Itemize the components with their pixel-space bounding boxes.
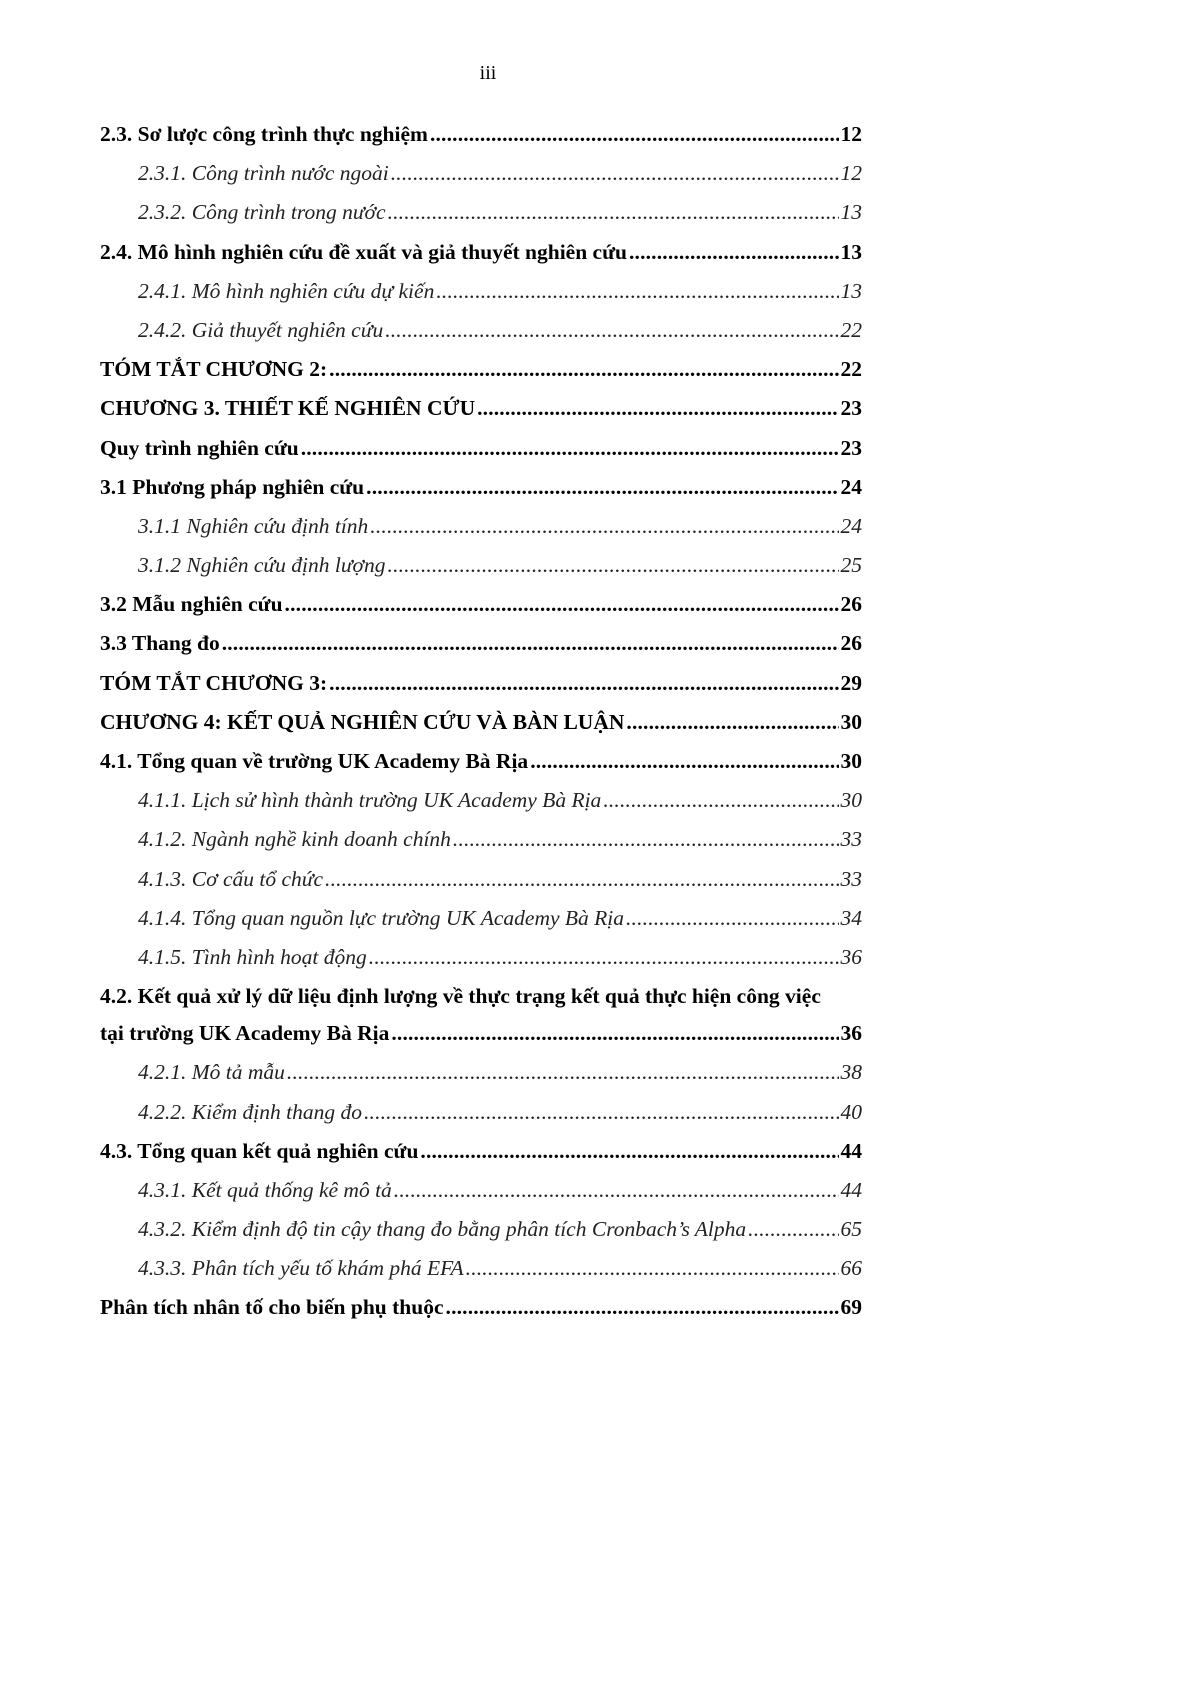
toc-entry[interactable]: [100, 279, 862, 318]
toc-entry-page: 30: [840, 709, 862, 734]
toc-entry[interactable]: [100, 1139, 862, 1178]
toc-entry-title: 3.1 Phương pháp nghiên cứu: [100, 474, 365, 499]
toc-entry[interactable]: [100, 200, 862, 239]
toc-dot-leader: [329, 671, 838, 696]
toc-dot-leader: [436, 279, 838, 304]
toc-dot-leader: [388, 200, 839, 225]
toc-entry-title: 4.1. Tổng quan về trường UK Academy Bà Rịa: [100, 749, 529, 773]
toc-dot-leader: [453, 827, 839, 852]
toc-entry[interactable]: [100, 514, 862, 553]
toc-entry-title: Quy trình nghiên cứu: [100, 435, 299, 460]
toc-entry-title: 3.2 Mẫu nghiên cứu: [100, 592, 283, 617]
toc-entry[interactable]: [100, 945, 862, 984]
toc-entry-title: 4.2.2. Kiểm định thang đo: [138, 1099, 362, 1124]
toc-dot-leader: [394, 1178, 839, 1203]
toc-dot-leader: [285, 592, 839, 617]
toc-entry-title: 4.2.1. Mô tả mẫu: [138, 1060, 285, 1085]
toc-entry-title: Phân tích nhân tố cho biến phụ thuộc: [100, 1295, 444, 1320]
toc-entry-page: 44: [840, 1177, 862, 1202]
toc-dot-leader: [477, 396, 838, 421]
toc-entry-page: 30: [840, 788, 862, 813]
toc-entry[interactable]: [100, 357, 862, 396]
toc-entry-page: 13: [840, 239, 862, 264]
toc-entry-title: 2.4.1. Mô hình nghiên cứu dự kiến: [138, 278, 435, 303]
toc-entry-title: tại trường UK Academy Bà Rịa: [100, 1021, 390, 1046]
toc-entry-page: 25: [840, 553, 862, 578]
toc-entry[interactable]: [100, 553, 862, 592]
toc-dot-leader: [329, 357, 838, 382]
toc-entry-page: 69: [840, 1295, 862, 1320]
toc-entry-page: 36: [840, 1021, 862, 1046]
toc-entry-page: 24: [840, 513, 862, 538]
toc-dot-leader: [325, 867, 838, 892]
toc-entry-page: 13: [840, 278, 862, 303]
toc-entry-title: TÓM TẮT CHƯƠNG 3:: [100, 670, 328, 695]
toc-entry[interactable]: [100, 788, 862, 827]
toc-entry-title: 4.1.5. Tình hình hoạt động: [138, 944, 367, 969]
toc-entry-title: TÓM TẮT CHƯƠNG 2:: [100, 357, 328, 382]
toc-dot-leader: [391, 161, 839, 186]
toc-entry-page: 22: [840, 357, 862, 382]
toc-entry[interactable]: [100, 592, 862, 631]
toc-entry[interactable]: [100, 475, 862, 514]
page-number: iii: [479, 62, 497, 84]
toc-entry[interactable]: [100, 436, 862, 475]
toc-entry-page: 29: [840, 670, 862, 695]
toc-entry[interactable]: [100, 1021, 862, 1060]
toc-dot-leader: [466, 1256, 839, 1281]
toc-entry-page: 12: [840, 161, 862, 186]
toc-entry-title: 4.1.2. Ngành nghề kinh doanh chính: [138, 827, 451, 852]
toc-entry-page: 65: [840, 1217, 862, 1242]
toc-entry-title: 2.4.2. Giả thuyết nghiên cứu: [138, 317, 384, 342]
toc-dot-leader: [430, 122, 839, 147]
toc-entry[interactable]: [100, 827, 862, 866]
toc-entry[interactable]: [100, 671, 862, 710]
toc-entry-page: 23: [840, 435, 862, 460]
toc-dot-leader: [388, 553, 839, 578]
toc-entry-page: 66: [840, 1256, 862, 1281]
toc-dot-leader: [748, 1217, 838, 1242]
toc-entry-page: 13: [840, 200, 862, 225]
toc-entry[interactable]: [100, 984, 862, 1021]
toc-dot-leader: [222, 631, 839, 656]
toc-entry[interactable]: [100, 240, 862, 279]
toc-entry-title: 4.3.2. Kiểm định độ tin cậy thang đo bằng phân tích Cronbach’s Alpha: [138, 1217, 747, 1242]
toc-entry-title: 3.1.2 Nghiên cứu định lượng: [138, 553, 386, 578]
toc-entry-page: 44: [840, 1138, 862, 1163]
toc-entry-title: 4.1.4. Tổng quan nguồn lực trường UK Academy Bà Rịa: [138, 905, 624, 930]
toc-entry-page: 23: [840, 396, 862, 421]
toc-entry[interactable]: [100, 710, 862, 749]
toc-entry[interactable]: [100, 1060, 862, 1099]
toc-dot-leader: [364, 1100, 839, 1125]
toc-dot-leader: [629, 240, 839, 265]
toc-dot-leader: [369, 945, 839, 970]
toc-dot-leader: [603, 788, 838, 813]
toc-entry-title: CHƯƠNG 3. THIẾT KẾ NGHIÊN CỨU: [100, 396, 476, 421]
toc-entry[interactable]: [100, 749, 862, 788]
toc-entry-title: 4.1.1. Lịch sử hình thành trường UK Academy Bà Rịa: [138, 788, 602, 813]
toc-entry-title: 2.3.1. Công trình nước ngoài: [138, 161, 389, 186]
toc-entry-title: 4.3.1. Kết quả thống kê mô tả: [138, 1177, 392, 1202]
toc-entry-title: 3.3 Thang đo: [100, 631, 220, 656]
toc-entry[interactable]: [100, 122, 862, 161]
toc-entry[interactable]: [100, 396, 862, 435]
toc-entry[interactable]: [100, 1100, 862, 1139]
toc-entry[interactable]: [100, 161, 862, 200]
toc-entry-title: 3.1.1 Nghiên cứu định tính: [138, 513, 369, 538]
toc-entry[interactable]: [100, 867, 862, 906]
toc-dot-leader: [530, 749, 838, 774]
toc-entry-title: 4.2. Kết quả xử lý dữ liệu định lượng về thực trạng kết quả thực hiện công việc: [100, 984, 821, 1009]
toc-entry-page: 33: [840, 866, 862, 891]
toc-entry-page: 40: [840, 1099, 862, 1124]
toc-entry-page: 36: [840, 944, 862, 969]
toc-entry[interactable]: [100, 1256, 862, 1295]
toc-entry[interactable]: [100, 1178, 862, 1217]
toc-dot-leader: [366, 475, 838, 500]
toc-entry-page: 24: [840, 474, 862, 499]
toc-dot-leader: [626, 710, 838, 735]
toc-dot-leader: [385, 318, 838, 343]
toc-entry[interactable]: [100, 906, 862, 945]
toc-entry[interactable]: [100, 1217, 862, 1256]
toc-entry[interactable]: [100, 1295, 862, 1334]
toc-entry-title: 2.3.2. Công trình trong nước: [138, 200, 386, 225]
toc-entry-title: CHƯƠNG 4: KẾT QUẢ NGHIÊN CỨU VÀ BÀN LUẬN: [100, 709, 625, 734]
toc-entry-title: 2.4. Mô hình nghiên cứu đề xuất và giả thuyết nghiên cứu: [100, 239, 627, 264]
toc-entry-page: 12: [840, 122, 862, 146]
toc-dot-leader: [420, 1139, 838, 1164]
toc-entry-title: 4.3. Tổng quan kết quả nghiên cứu: [100, 1138, 419, 1163]
toc-entry-title: 4.3.3. Phân tích yếu tố khám phá EFA: [138, 1256, 464, 1281]
toc-entry-page: 30: [840, 749, 862, 773]
toc-entry-page: 34: [840, 905, 862, 930]
toc-entry-page: 26: [840, 631, 862, 656]
toc-entry-page: 33: [840, 827, 862, 852]
toc-entry-title: 2.3. Sơ lược công trình thực nghiệm: [100, 122, 428, 146]
toc-dot-leader: [301, 436, 839, 461]
toc-dot-leader: [626, 906, 839, 931]
toc-dot-leader: [391, 1021, 838, 1046]
toc-entry-page: 38: [840, 1060, 862, 1085]
table-of-contents: [100, 122, 862, 1335]
toc-entry-title: 4.1.3. Cơ cấu tổ chức: [138, 866, 324, 891]
toc-entry-page: 26: [840, 592, 862, 617]
toc-dot-leader: [446, 1295, 839, 1320]
toc-entry[interactable]: [100, 318, 862, 357]
toc-entry[interactable]: [100, 631, 862, 670]
toc-entry-page: 22: [840, 317, 862, 342]
toc-dot-leader: [287, 1060, 839, 1085]
toc-dot-leader: [370, 514, 838, 539]
